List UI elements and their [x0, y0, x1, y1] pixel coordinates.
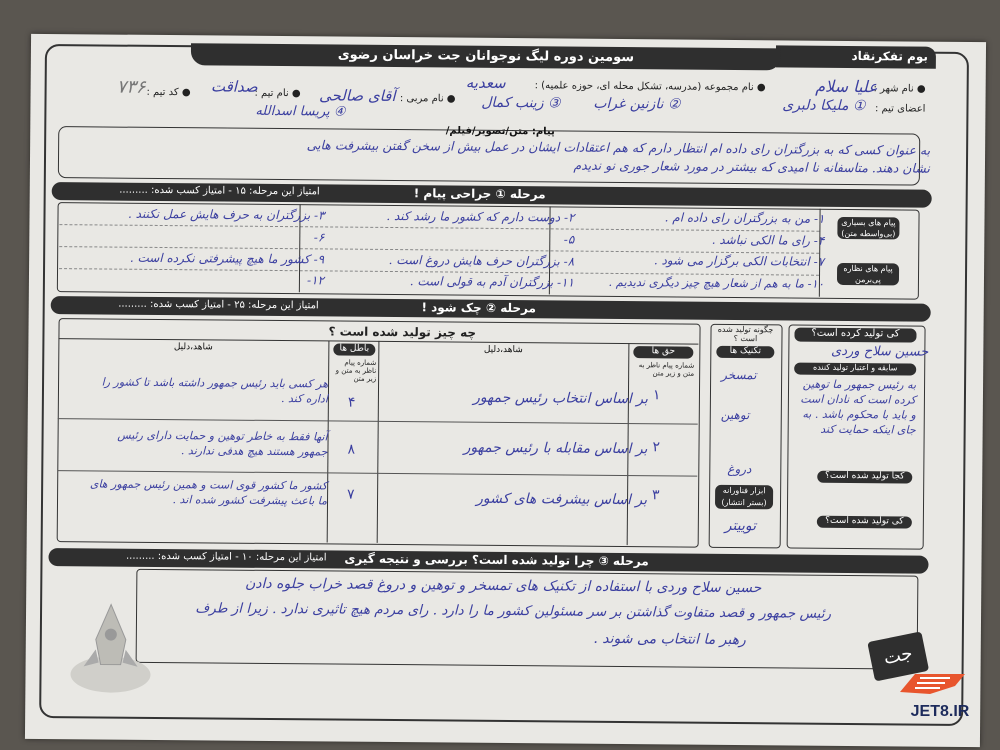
stage2-row1-num: ۱	[652, 387, 661, 404]
stage1-cell: ۷- انتخابات الکی برگزار می شود .	[653, 253, 825, 269]
col-num2: شماره پیام ناظر به متن و زیر متن	[335, 358, 377, 383]
technique-3: دروغ	[727, 461, 752, 477]
message-title: پیام: متن/تصویر/فیلم/	[445, 125, 555, 138]
stage2-row2-bnum: ۸	[347, 441, 356, 458]
stage1-cell: ۱۰- ما به هم از شعار هیچ چیز دیگری ندیدیم .	[608, 274, 825, 291]
stage1-cell: ۹- کشور ما هیچ پیشرفتی نکرده است .	[129, 250, 325, 267]
stage1-score: امتیاز این مرحله: ۱۵ - امتیاز کسب شده: .........	[119, 184, 320, 198]
jet8-logo-icon	[895, 668, 975, 700]
stage2-row3-btext: کشور ما کشور قوی است و همین رئیس جمهور های ما باعث پیشرفت کشور شده اند .	[89, 477, 328, 508]
stage3-score: امتیاز این مرحله: ۱۰ - امتیاز کسب شده: .........	[125, 550, 327, 564]
stage1-side-label-bottom: پیام های نظاره پی‌برمن	[837, 263, 899, 286]
city-value: علیا سلام	[815, 76, 878, 97]
col-haqha: حق ها	[633, 346, 693, 359]
stage1-cell: ۵-	[563, 232, 575, 247]
stage3-line-2: رئیس جمهور و قصد متفاوت گذاشتن بر سر مسئولین کشور ما را دارد . رای مردم هیچ تاثیری ندارد . زیرا از طرف	[195, 600, 832, 622]
team-code-label: ● کد تیم :	[146, 86, 191, 99]
stage2-row2-btext: آنها فقط به خاطر توهین و حمایت دارای رئیس جمهور هستند هیچ هدفی ندارند .	[117, 428, 328, 459]
col-evidence2: شاهد،دلیل	[173, 342, 213, 353]
stage2-what-title: چه چیز تولید شده است ؟	[328, 324, 477, 340]
technique-2: توهین	[720, 407, 750, 423]
member-4: ④ پریسا اسدالله	[255, 103, 346, 120]
team-code-value: ۷۳۶	[116, 76, 146, 98]
how-title: چگونه تولید شده است ؟	[717, 324, 774, 344]
stage2-row3-text: بر اساس بیشرفت های کشور	[476, 490, 648, 509]
member-1: ① ملیکا دلبری	[782, 97, 866, 115]
header-left-tab: بوم تفکرنقاد	[776, 45, 936, 68]
message-line-1: به عنوان کسی که به بزرگتران رای داده ام انتظار دارم که هم اعتقادات ایشان در عمل بیش از سخن گفتن بیشرفت هایی	[306, 137, 931, 158]
team-name-label: ● نام تیم :	[254, 87, 301, 100]
stage3-title: مرحله ③ چرا تولید شده است؟ بررسی و نتیجه گیری	[344, 551, 649, 569]
where-title: کجا تولید شده است؟	[817, 471, 912, 484]
member-2: ② نازنین غراب	[593, 95, 681, 113]
stage3-line-1: حسین سلاح وردی با استفاده از تکنیک های تمسخر و توهین و دروغ قصد خراب جلوه دادن	[244, 575, 762, 597]
stage1-cell: ۱- من به بزرگتران رای داده ام .	[664, 210, 825, 226]
stage2-row2-text: بر اساس مقابله با رئیس جمهور	[463, 439, 648, 458]
col-batelha: باطل ها	[333, 343, 375, 355]
col-evidence: شاهد،دلیل	[483, 344, 523, 356]
technique-1: تمسخر	[721, 367, 757, 383]
coach-value: آقای صالحی	[319, 86, 396, 106]
school-value: سعدیه	[465, 73, 506, 92]
stage1-cell: ۶-	[313, 230, 325, 245]
stage1-cell: ۸- بزرگتران حرف هایش دروغ است .	[388, 252, 575, 269]
worksheet-paper	[25, 34, 986, 747]
who-value: حسین سلاح وردی	[831, 343, 929, 360]
tools-title: ابزار فناورانه (بستر انتشار)	[715, 485, 773, 510]
stage3-line-3: رهبر ما انتخاب می شوند .	[593, 630, 746, 649]
stage1-cell: ۱۲-	[306, 273, 325, 288]
when-title: کی تولید شده است؟	[817, 516, 912, 529]
members-label: اعضای تیم :	[874, 103, 926, 115]
stage1-side-label-top: پیام های بسیاری (بی‌واسطه متن)	[837, 217, 899, 240]
stage2-row3-bnum: ۷	[347, 486, 355, 503]
techniques-title: تکنیک ها	[716, 346, 774, 359]
stage2-row1-text: بر اساس انتخاب رئیس جمهور	[473, 389, 648, 408]
school-label: ● نام مجموعه (مدرسه، تشکل محله ای، حوزه علمیه) :	[534, 80, 766, 94]
stage1-cell: ۱۱- بزرگتران آدم به قولی است .	[409, 274, 575, 290]
stage2-score: امتیاز این مرحله: ۲۵ - امتیاز کسب شده: .........	[118, 298, 319, 312]
col-num: شماره پیام ناظر به متن و زیر متن	[638, 361, 695, 378]
city-label: ● نام شهر :	[873, 83, 926, 95]
tool-value: توییتر	[724, 517, 757, 535]
stage1-cell: ۲- دوست دارم که کشور ما رشد کند .	[386, 208, 575, 225]
stage2-row1-bnum: ۴	[347, 394, 356, 411]
member-3: ③ زینب کمال	[481, 94, 561, 112]
coach-label: ● نام مربی :	[399, 93, 456, 105]
background-title: سابقه و اعتبار تولید کننده	[794, 363, 916, 376]
rocket-icon	[65, 594, 156, 695]
who-title: کی تولید کرده است؟	[794, 328, 916, 343]
background-value: به رئیس جمهور ما توهین کرده است که نادان است و باید با محکوم باشد . به جای اینکه حمایت کند	[800, 377, 917, 437]
stage2-row3-num: ۳	[652, 487, 660, 504]
header-title: سومین دوره لیگ نوجوانان جت خراسان رضوی	[191, 43, 781, 70]
team-name-value: صداقت	[210, 77, 258, 96]
stage1-cell: ۳- بزرگتران به حرف هایش عمل نکنند .	[128, 206, 325, 223]
stage2-row2-num: ۲	[652, 439, 661, 456]
watermark-text: JET8.IR	[910, 703, 970, 720]
brand-logo: جت	[867, 631, 929, 681]
message-line-2: نشان دهند. متاسفانه نا امیدی که بیشتر در مورد شعار جوری نو ندیدم	[573, 157, 931, 176]
stage2-row1-btext: هر کسی باید رئیس جمهور داشته باشد تا کشور را اداره کند .	[101, 375, 329, 406]
stage1-title: مرحله ① جراحی پیام !	[413, 186, 546, 202]
stage1-cell: ۴- رای ما الکی نباشد .	[711, 232, 825, 248]
stage2-title: مرحله ② چک شود !	[421, 300, 537, 316]
